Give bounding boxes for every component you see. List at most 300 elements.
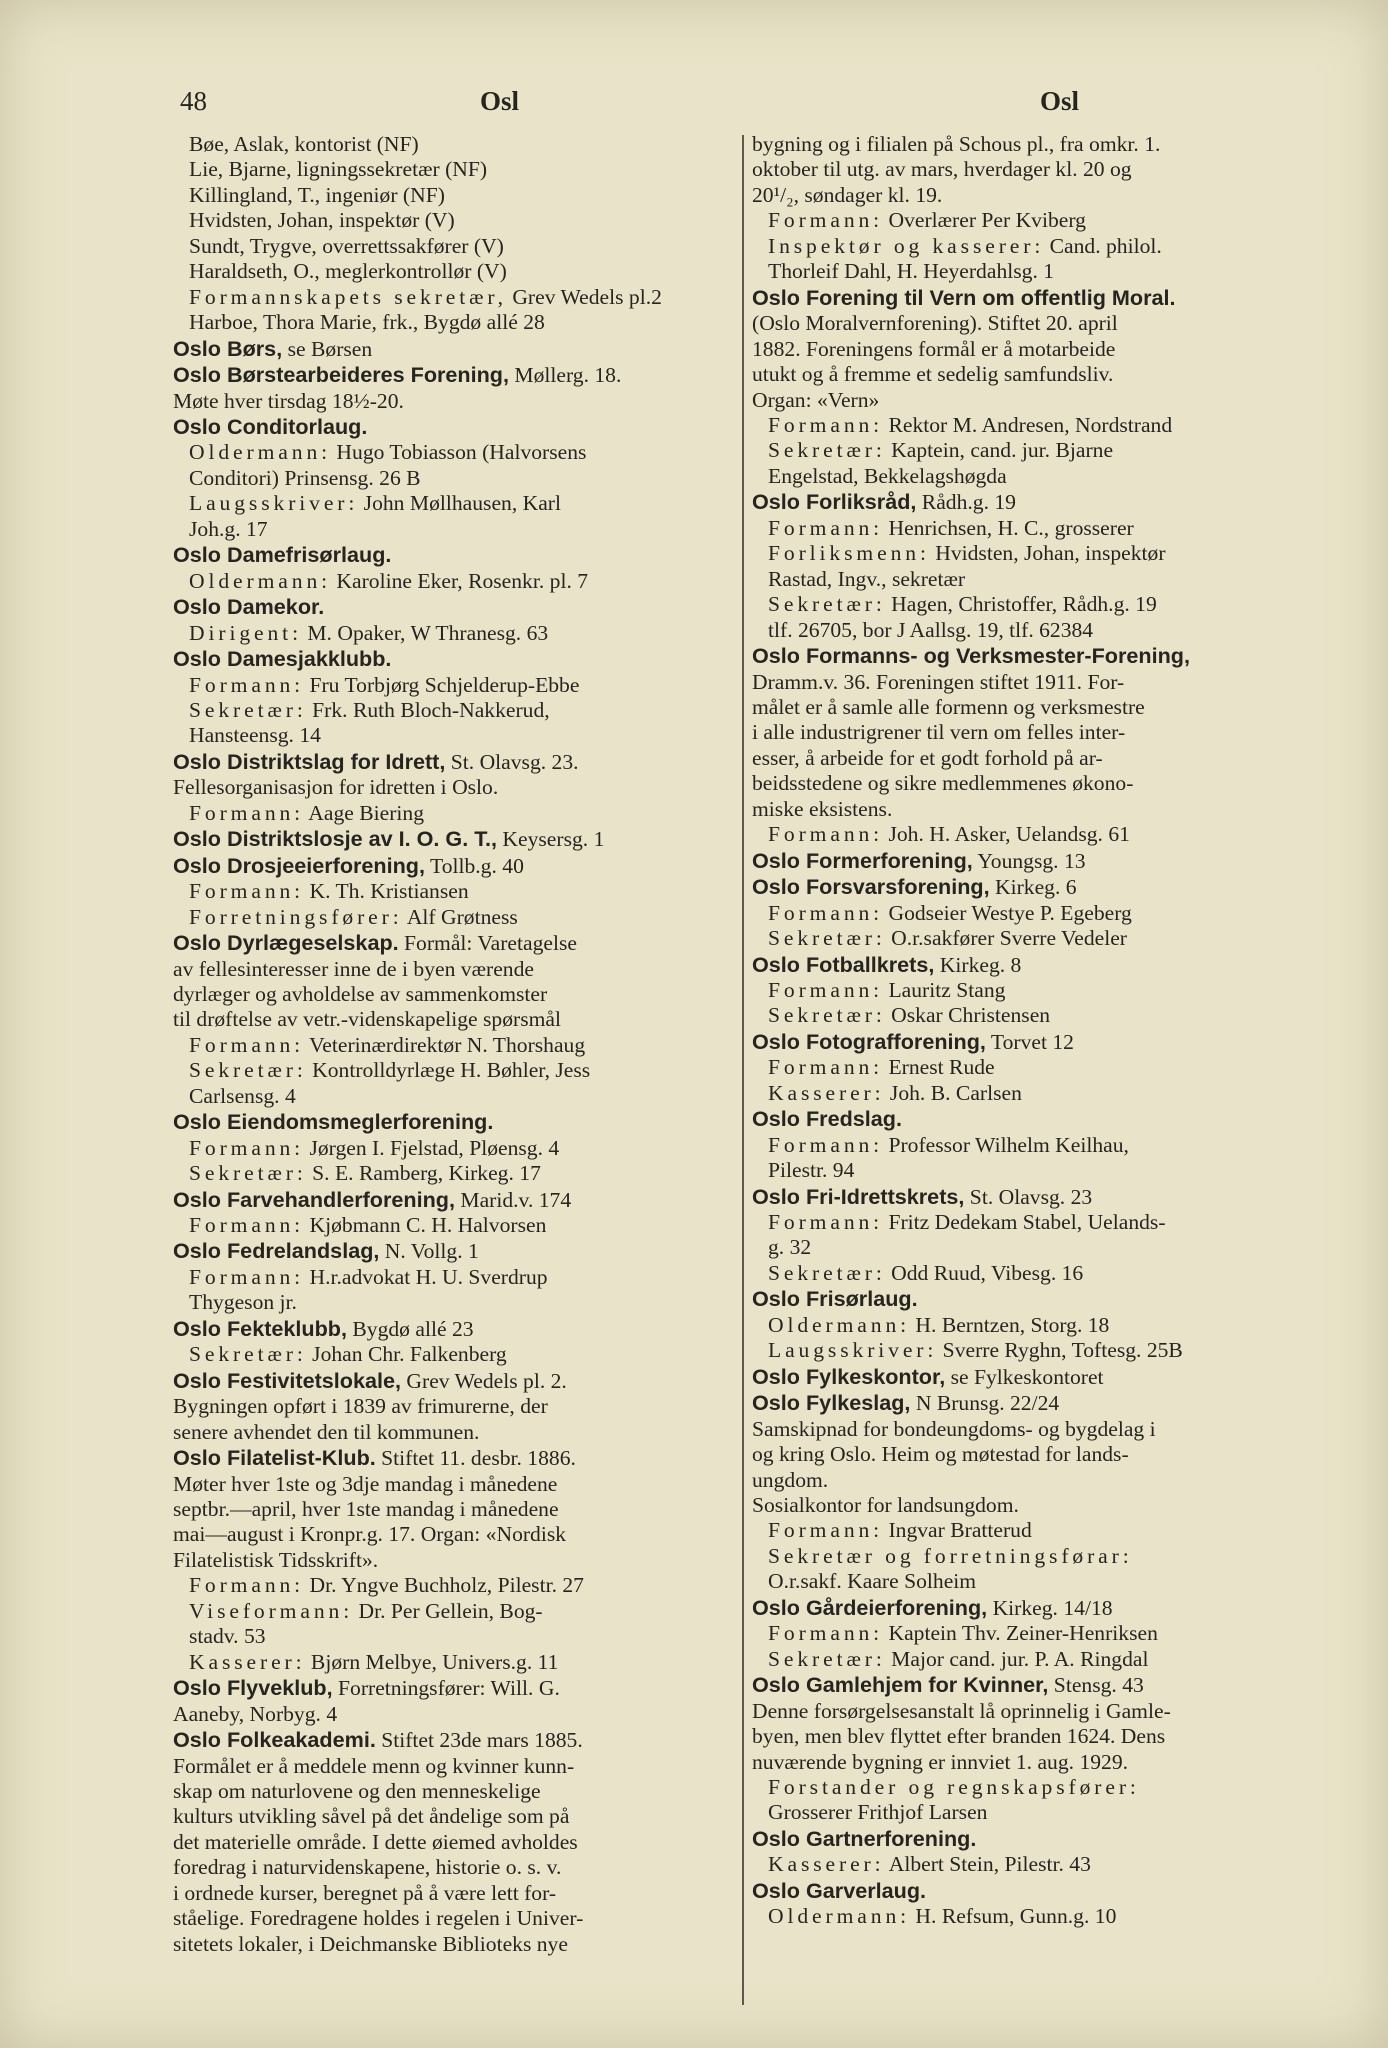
entry-heading: Oslo Damesjakklubb. <box>173 646 392 672</box>
directory-entry <box>752 1184 1334 1210</box>
entry-line <box>173 183 793 208</box>
directory-entry <box>752 1852 1334 1877</box>
entry-line: i alle industrigrener til vern om felles inter- <box>752 720 1126 745</box>
entry-line: (Oslo Moralvernforening). Stiftet 20. april <box>752 311 1118 336</box>
entry-line: Filatelistisk Tidsskrift». <box>173 1547 379 1572</box>
directory-entry <box>752 1081 1334 1106</box>
entry-role: Formann: <box>768 208 884 233</box>
entry-line <box>752 901 1334 926</box>
entry-text: Grev Wedels pl. 2. <box>401 1368 567 1393</box>
directory-entry <box>173 1265 793 1316</box>
directory-entry <box>752 1390 1334 1518</box>
entry-text: Formål: Varetagelse <box>398 931 577 956</box>
entry-text: Godseier Westye P. Egeberg <box>883 900 1132 925</box>
directory-entry <box>752 874 1334 900</box>
entry-text: Forretningsfører: Will. G. <box>332 1676 560 1701</box>
directory-entry <box>752 1518 1334 1543</box>
entry-text: Lie, Bjarne, ligningssekretær (NF) <box>189 157 488 182</box>
directory-entry <box>173 285 793 310</box>
directory-entry <box>173 1368 793 1445</box>
entry-text: Kjøbmann C. H. Halvorsen <box>304 1213 547 1238</box>
entry-text: N. Vollg. 1 <box>379 1239 479 1264</box>
entry-line: til drøftelse av vetr.-videnskapelige spørsmål <box>173 1007 561 1032</box>
entry-line <box>752 489 1334 515</box>
directory-entry <box>752 926 1334 951</box>
directory-entry <box>173 879 793 904</box>
entry-line <box>752 1210 1334 1235</box>
entry-line <box>173 362 793 388</box>
directory-entry <box>173 1675 793 1727</box>
entry-heading: Oslo Drosjeeierforening, <box>173 852 425 878</box>
entry-text: se Børsen <box>282 336 373 361</box>
entry-text: Hagen, Christoffer, Rådh.g. 19 <box>885 592 1157 617</box>
directory-entry <box>173 440 793 491</box>
entry-line <box>752 516 1334 541</box>
directory-entry <box>752 1055 1334 1080</box>
directory-entry <box>173 1650 793 1675</box>
directory-entry <box>752 1904 1334 1929</box>
entry-line <box>173 749 793 775</box>
entry-line <box>173 1675 793 1701</box>
directory-entry <box>173 594 793 620</box>
entry-role: Oldermann: <box>768 1312 911 1337</box>
entry-line <box>752 1826 1334 1852</box>
entry-line <box>173 234 793 259</box>
directory-entry <box>752 1003 1334 1028</box>
entry-text: Rådh.g. 19 <box>916 490 1016 515</box>
directory-entry <box>173 1033 793 1058</box>
entry-line: Formålet er å meddele menn og kvinner kunn- <box>173 1753 575 1778</box>
entry-role: Sekretær: <box>189 1342 307 1367</box>
directory-entry <box>752 848 1334 874</box>
directory-entry <box>752 1338 1334 1363</box>
entry-line: dyrlæger og avholdelse av sammenkomster <box>173 981 548 1006</box>
entry-line <box>173 879 793 904</box>
directory-entry <box>752 1621 1334 1646</box>
entry-role: Formann: <box>768 900 884 925</box>
entry-text: Ingvar Bratterud <box>883 1518 1032 1543</box>
entry-role: Viseformann: <box>189 1598 354 1623</box>
entry-line: 20¹/₂, søndager kl. 19. <box>752 182 943 207</box>
entry-line <box>173 930 793 956</box>
directory-entry <box>173 1161 793 1186</box>
directory-entry <box>173 621 793 646</box>
entry-line <box>173 491 793 516</box>
directory-entry <box>173 749 793 801</box>
directory-entry <box>173 853 793 879</box>
directory-entry <box>752 1313 1334 1338</box>
entry-heading: Oslo Dyrlægeselskap. <box>173 930 399 956</box>
entry-line <box>752 413 1334 438</box>
right-column <box>752 132 1334 1930</box>
entry-line <box>752 1518 1334 1543</box>
entry-line: Organ: «Vern» <box>752 387 880 412</box>
entry-line <box>752 952 1334 978</box>
entry-text: Fru Torbjørg Schjelderup-Ebbe <box>304 672 580 697</box>
entry-text: Fritz Dedekam Stabel, Uelands- <box>883 1210 1166 1235</box>
page-header <box>0 86 1388 126</box>
entry-line <box>752 1390 1334 1416</box>
entry-text: Hugo Tobiasson (Halvorsens <box>331 440 587 465</box>
entry-heading: Oslo Fylkeskontor, <box>752 1363 946 1389</box>
entry-heading: Oslo Gartnerforening. <box>752 1825 977 1851</box>
directory-entry <box>752 1595 1334 1621</box>
entry-line: ståelige. Foredragene holdes i regelen i Univer- <box>173 1906 584 1931</box>
entry-role: Formann: <box>768 515 884 540</box>
directory-entry <box>752 1775 1334 1826</box>
entry-line <box>173 1213 793 1238</box>
entry-line: Thygeson jr. <box>189 1290 297 1315</box>
directory-entry <box>173 1109 793 1135</box>
entry-text: Bøe, Aslak, kontorist (NF) <box>189 132 419 156</box>
entry-line <box>752 1672 1334 1698</box>
entry-line <box>173 1727 793 1753</box>
entry-role: Sekretær: <box>768 1260 886 1285</box>
entry-text: se Fylkeskontoret <box>945 1364 1104 1389</box>
entry-role: Formann: <box>768 822 884 847</box>
entry-text: Marid.v. 174 <box>454 1187 572 1212</box>
entry-line: Carlsensg. 4 <box>189 1083 296 1108</box>
entry-text: Harboe, Thora Marie, frk., Bygdø allé 28 <box>189 310 545 335</box>
entry-text: Sundt, Trygve, overrettssakfører (V) <box>189 233 504 258</box>
entry-line <box>173 698 793 723</box>
entry-line: O.r.sakf. Kaare Solheim <box>768 1569 977 1594</box>
entry-heading: Oslo Frisørlaug. <box>752 1286 918 1312</box>
entry-text: K. Th. Kristiansen <box>304 879 469 904</box>
entry-heading: Oslo Forening til Vern om offentlig Moral. <box>752 284 1176 310</box>
entry-line <box>173 310 793 335</box>
entry-heading: Oslo Fotballkrets, <box>752 951 935 977</box>
entry-heading: Oslo Distriktslosje av I. O. G. T., <box>173 826 498 852</box>
entry-line <box>173 285 793 310</box>
entry-text: Oskar Christensen <box>885 1003 1051 1028</box>
entry-text: Keysersg. 1 <box>497 827 605 852</box>
directory-entry <box>752 1106 1334 1132</box>
directory-entry <box>173 1573 793 1598</box>
directory-entry <box>173 234 793 259</box>
entry-line <box>752 643 1334 669</box>
entry-line <box>752 978 1334 1003</box>
entry-text: Hvidsten, Johan, inspektør (V) <box>189 208 455 233</box>
entry-role: Formann: <box>768 977 884 1002</box>
entry-text: Stiftet 23de mars 1885. <box>375 1728 583 1753</box>
entry-text: Veterinærdirektør N. Thorshaug <box>304 1032 586 1057</box>
directory-entry <box>752 285 1334 413</box>
entry-line: g. 32 <box>768 1235 812 1260</box>
entry-heading: Oslo Formerforening, <box>752 847 973 873</box>
directory-entry <box>173 362 793 414</box>
entry-role: Kasserer: <box>768 1852 885 1877</box>
entry-line <box>173 1599 793 1624</box>
directory-entry <box>752 1364 1334 1390</box>
entry-line <box>752 1286 1334 1312</box>
entry-role: Formann: <box>189 1573 305 1598</box>
entry-line <box>173 594 793 620</box>
entry-line <box>173 132 793 157</box>
directory-entry <box>173 673 793 698</box>
entry-line <box>752 1775 1334 1800</box>
entry-heading: Oslo Gårdeierforening, <box>752 1594 988 1620</box>
entry-line: nuværende bygning er innviet 1. aug. 1929. <box>752 1749 1129 1774</box>
entry-text: Aage Biering <box>304 800 425 825</box>
entry-line: Engelstad, Bekkelagshøgda <box>768 463 1007 488</box>
entry-text: Rektor M. Andresen, Nordstrand <box>883 412 1173 437</box>
entry-text: Joh. B. Carlsen <box>884 1080 1022 1105</box>
entry-text: H. Berntzen, Storg. 18 <box>910 1312 1110 1337</box>
entry-line <box>173 1187 793 1213</box>
entry-heading: Oslo Flyveklub, <box>173 1675 333 1701</box>
entry-line <box>173 853 793 879</box>
directory-entry <box>752 1210 1334 1261</box>
directory-entry <box>173 698 793 749</box>
entry-text: Torvet 12 <box>985 1029 1074 1054</box>
entry-text: O.r.sakfører Sverre Vedeler <box>885 926 1127 951</box>
entry-line: 1882. Foreningens formål er å motarbeide <box>752 336 1116 361</box>
entry-line: Møte hver tirsdag 18½-20. <box>173 388 404 413</box>
entry-heading: Oslo Fredslag. <box>752 1106 902 1132</box>
entry-line <box>752 541 1334 566</box>
directory-entry <box>752 413 1334 438</box>
entry-line <box>173 1368 793 1394</box>
entry-line: byen, men blev flyttet efter branden 1624. Dens <box>752 1724 1166 1749</box>
entry-line: Sosialkontor for landsungdom. <box>752 1493 1019 1518</box>
directory-entry <box>173 1445 793 1573</box>
entry-line: esser, å arbeide for et godt forhold på ar- <box>752 745 1103 770</box>
directory-entry <box>173 1238 793 1264</box>
entry-role: Sekretær: <box>768 1646 886 1671</box>
entry-line: av fellesinteresser inne de i byen værende <box>173 956 534 981</box>
entry-line: i ordnede kurser, beregnet på å være lett for- <box>173 1880 557 1905</box>
entry-text: Kaptein, cand. jur. Bjarne <box>885 438 1114 463</box>
entry-text: M. Opaker, W Thranesg. 63 <box>301 620 549 645</box>
entry-heading: Oslo Damefrisørlaug. <box>173 542 392 568</box>
directory-entry <box>173 930 793 1033</box>
entry-heading: Oslo Eiendomsmeglerforening. <box>173 1109 494 1135</box>
entry-line <box>752 822 1334 847</box>
entry-heading: Oslo Conditorlaug. <box>173 413 368 439</box>
entry-line <box>752 848 1334 874</box>
entry-line: Joh.g. 17 <box>189 516 268 541</box>
entry-heading: Oslo Fri-Idrettskrets, <box>752 1183 965 1209</box>
entry-heading: Oslo Børstearbeideres Forening, <box>173 362 509 388</box>
entry-line <box>173 905 793 930</box>
entry-role: Formann: <box>189 672 305 697</box>
entry-line <box>173 208 793 233</box>
entry-line: og kring Oslo. Heim og møtestad for lands- <box>752 1442 1129 1467</box>
directory-entry <box>173 826 793 852</box>
entry-line <box>752 1261 1334 1286</box>
entry-text: N Brunsg. 22/24 <box>910 1391 1060 1416</box>
column-divider <box>742 135 744 2005</box>
entry-line: septbr.—april, hver 1ste mandag i månedene <box>173 1497 559 1522</box>
entry-line: kulturs utvikling såvel på det åndelige som på <box>173 1804 570 1829</box>
entry-line <box>752 1364 1334 1390</box>
directory-entry <box>752 822 1334 847</box>
entry-text: Kontrolldyrlæge H. Bøhler, Jess <box>306 1058 591 1083</box>
entry-line: mai—august i Kronpr.g. 17. Organ: «Nordisk <box>173 1522 567 1547</box>
entry-text: Hvidsten, Johan, inspektør <box>929 541 1166 566</box>
directory-entry <box>173 1342 793 1367</box>
entry-role: Forstander og regnskapsfører: <box>768 1775 1140 1799</box>
entry-heading: Oslo Fotografforening, <box>752 1028 986 1054</box>
entry-line <box>752 874 1334 900</box>
entry-role: Laugsskriver: <box>189 491 359 516</box>
directory-entry <box>752 438 1334 489</box>
entry-heading: Oslo Fylkeslag, <box>752 1390 911 1416</box>
entry-role: Sekretær: <box>768 926 886 951</box>
entry-heading: Oslo Filatelist-Klub. <box>173 1445 376 1471</box>
entry-line <box>173 1342 793 1367</box>
entry-line <box>752 1003 1334 1028</box>
entry-line: skap om naturlovene og den menneskelige <box>173 1779 541 1803</box>
entry-role: Formann: <box>189 1264 305 1289</box>
directory-entry <box>173 1599 793 1650</box>
entry-line <box>752 1133 1334 1158</box>
left-column <box>173 132 793 1957</box>
entry-text: Cand. philol. <box>1044 233 1162 258</box>
directory-entry <box>752 541 1334 592</box>
entry-line <box>173 646 793 672</box>
entry-text: Ernest Rude <box>883 1055 995 1080</box>
entry-line <box>173 801 793 826</box>
entry-role: Formann: <box>768 412 884 437</box>
directory-entry <box>752 1261 1334 1286</box>
directory-entry <box>752 1826 1334 1852</box>
entry-line <box>752 208 1334 233</box>
entry-line <box>752 1106 1334 1132</box>
entry-line: Pilestr. 94 <box>768 1158 855 1183</box>
entry-heading: Oslo Gamlehjem for Kvinner, <box>752 1672 1049 1698</box>
entry-text: Johan Chr. Falkenberg <box>306 1342 507 1367</box>
directory-entry <box>173 1727 793 1957</box>
entry-line: senere avhendet den til kommunen. <box>173 1419 480 1444</box>
entry-line <box>173 440 793 465</box>
entry-line <box>752 1878 1334 1904</box>
entry-line <box>752 1313 1334 1338</box>
entry-text: Alf Grøtness <box>402 904 518 929</box>
entry-text: Haraldseth, O., meglerkontrollør (V) <box>189 259 507 284</box>
entry-line <box>173 1265 793 1290</box>
entry-line <box>752 285 1334 311</box>
directory-entry <box>752 1029 1334 1055</box>
directory-entry <box>752 489 1334 515</box>
entry-text: Stensg. 43 <box>1048 1673 1144 1698</box>
directory-entry <box>752 132 1334 208</box>
entry-role: Formannskapets sekretær, <box>189 284 507 309</box>
entry-text: Grev Wedels pl.2 <box>506 284 662 309</box>
entry-text: H.r.advokat H. U. Sverdrup <box>304 1264 548 1289</box>
directory-entry <box>173 310 793 335</box>
directory-entry <box>752 901 1334 926</box>
entry-line <box>173 1238 793 1264</box>
entry-text: Stiftet 11. desbr. 1886. <box>375 1446 576 1471</box>
entry-text: Jørgen I. Fjelstad, Pløensg. 4 <box>304 1135 560 1160</box>
directory-entry <box>173 208 793 233</box>
entry-line <box>173 1573 793 1598</box>
entry-line <box>752 1029 1334 1055</box>
directory-entry <box>752 952 1334 978</box>
entry-text: Tollb.g. 40 <box>425 853 524 878</box>
entry-role: Formann: <box>189 800 305 825</box>
entry-heading: Oslo Forsvarsforening, <box>752 874 990 900</box>
entry-line: det materielle område. I dette øiemed avholdes <box>173 1829 578 1854</box>
entry-heading: Oslo Garverlaug. <box>752 1877 927 1903</box>
entry-text: Henrichsen, H. C., grosserer <box>883 515 1134 540</box>
entry-role: Sekretær: <box>189 1161 307 1186</box>
entry-text: Bygdø allé 23 <box>346 1316 474 1341</box>
entry-line: Bygningen opført i 1839 av frimurerne, der <box>173 1394 548 1419</box>
entry-text: Killingland, T., ingeniør (NF) <box>189 182 445 207</box>
entry-line <box>173 1445 793 1471</box>
directory-entry <box>752 643 1334 822</box>
directory-entry <box>173 183 793 208</box>
entry-heading: Oslo Distriktslag for Idrett, <box>173 748 446 774</box>
entry-line <box>173 569 793 594</box>
entry-line: oktober til utg. av mars, hverdager kl. 20 og <box>752 157 1132 182</box>
entry-line: ungdom. <box>752 1467 829 1492</box>
entry-heading: Oslo Folkeakademi. <box>173 1727 376 1753</box>
entry-line <box>752 1647 1334 1672</box>
directory-entry <box>752 1878 1334 1904</box>
entry-line <box>173 1109 793 1135</box>
entry-line <box>752 1595 1334 1621</box>
entry-role: Formann: <box>189 1135 305 1160</box>
entry-text: Møllerg. 18. <box>509 363 622 388</box>
entry-role: Oldermann: <box>768 1904 911 1929</box>
entry-line <box>173 1136 793 1161</box>
entry-line <box>752 1852 1334 1877</box>
entry-line <box>752 438 1334 463</box>
entry-line <box>752 592 1334 617</box>
entry-line <box>173 1316 793 1342</box>
entry-line: Samskipnad for bondeungdoms- og bygdelag i <box>752 1416 1156 1441</box>
entry-line: målet er å samle alle formenn og verksmestre <box>752 694 1145 719</box>
entry-line <box>752 926 1334 951</box>
entry-line: utukt og å fremme et sedelig samfundsliv. <box>752 362 1114 387</box>
directory-entry <box>752 1672 1334 1775</box>
directory-entry <box>173 646 793 672</box>
entry-text: Odd Ruud, Vibesg. 16 <box>885 1260 1084 1285</box>
entry-line: Thorleif Dahl, H. Heyerdahlsg. 1 <box>768 259 1055 284</box>
entry-line <box>173 673 793 698</box>
entry-line: Hansteensg. 14 <box>189 723 321 748</box>
entry-text: Dr. Yngve Buchholz, Pilestr. 27 <box>304 1573 584 1598</box>
entry-line <box>173 157 793 182</box>
running-head-left: Osl <box>480 86 520 116</box>
entry-line: Møter hver 1ste og 3dje mandag i månedene <box>173 1471 558 1496</box>
entry-heading: Oslo Farvehandlerforening, <box>173 1186 455 1212</box>
directory-entry <box>173 1058 793 1109</box>
entry-text: Albert Stein, Pilestr. 43 <box>884 1852 1091 1877</box>
directory-entry <box>173 1136 793 1161</box>
directory-entry <box>173 157 793 182</box>
entry-line: stadv. 53 <box>189 1624 266 1649</box>
directory-entry <box>173 905 793 930</box>
entry-line: foredrag i naturvidenskapene, historie o. s. v. <box>173 1855 562 1880</box>
entry-role: Kasserer: <box>189 1649 306 1674</box>
directory-entry <box>752 1647 1334 1672</box>
entry-heading: Oslo Damekor. <box>173 594 325 620</box>
entry-line: beidsstedene og sikre medlemmenes økono- <box>752 771 1134 796</box>
entry-line: Rastad, Ingv., sekretær <box>768 566 966 591</box>
entry-line <box>173 1161 793 1186</box>
entry-line <box>752 1544 1334 1569</box>
entry-role: Formann: <box>768 1621 884 1646</box>
entry-text: S. E. Ramberg, Kirkeg. 17 <box>306 1161 541 1186</box>
entry-role: Formann: <box>768 1210 884 1235</box>
entry-text: Sverre Ryghn, Toftesg. 25B <box>937 1338 1183 1363</box>
entry-role: Formann: <box>768 1518 884 1543</box>
